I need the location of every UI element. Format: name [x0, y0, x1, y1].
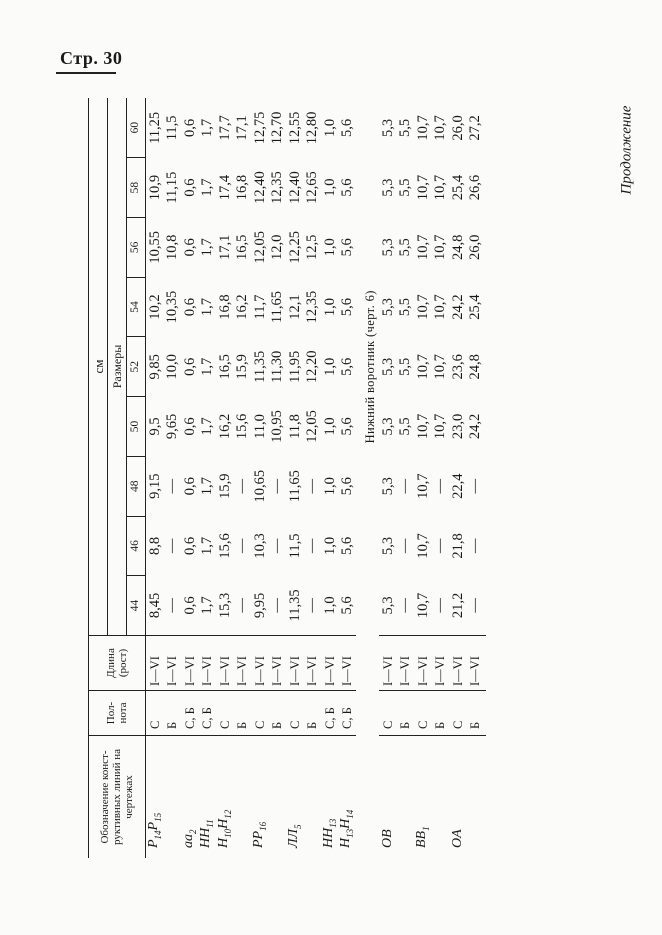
value-cell: 5,5	[397, 178, 413, 197]
value-cell: 1,7	[199, 477, 215, 496]
value-cell: 5,3	[379, 118, 396, 137]
value-cell: 10,7	[414, 592, 431, 619]
designation-cell	[251, 736, 269, 859]
sex-cell: С	[251, 691, 269, 736]
sex-cell: С, Б	[181, 691, 199, 736]
value-cell: 0,6	[181, 297, 198, 317]
length-cell: I—VI	[397, 636, 415, 691]
value-cell: —	[304, 478, 320, 494]
value-cell: 1,0	[321, 536, 338, 555]
table-row	[199, 98, 217, 858]
sex-cell: Б	[432, 691, 450, 736]
value-cell: 17,4	[216, 174, 233, 201]
sex-cell: Б	[269, 691, 287, 736]
table-row	[181, 98, 199, 858]
sex-cell: Б	[304, 691, 322, 736]
value-cell: 5,6	[339, 477, 355, 496]
value-cell: 10,7	[432, 294, 448, 320]
value-cell: 17,1	[216, 234, 233, 261]
value-cell: —	[164, 538, 180, 554]
value-cell: 16,8	[216, 294, 233, 320]
value-cell: 0,6	[181, 417, 198, 436]
sex-cell: С	[379, 691, 397, 736]
value-cell: 9,65	[164, 413, 180, 440]
value-cell: 1,0	[321, 417, 338, 436]
value-cell: —	[397, 598, 413, 613]
value-cell: 0,6	[181, 178, 198, 197]
value-cell: 10,7	[432, 413, 448, 440]
value-cell: 10,8	[164, 234, 180, 261]
length-cell: I—VI	[321, 636, 339, 691]
header-size-52: 52	[127, 337, 146, 397]
value-cell: —	[269, 598, 285, 613]
value-cell: 5,6	[339, 417, 355, 436]
value-cell: 23,6	[449, 354, 466, 380]
value-cell: 1,0	[321, 477, 338, 496]
value-cell: 10,7	[414, 413, 431, 440]
value-cell: 5,3	[379, 297, 396, 317]
value-cell: 12,70	[269, 111, 285, 145]
value-cell: 12,25	[286, 231, 303, 264]
length-cell: I—VI	[449, 636, 467, 691]
header-sex: Пол-нота	[89, 691, 146, 736]
value-cell: 15,6	[234, 413, 250, 440]
value-cell: 10,35	[164, 290, 180, 324]
value-cell: 21,2	[449, 592, 466, 619]
value-cell: 1,7	[199, 118, 215, 137]
page-number: Стр. 30	[60, 48, 123, 68]
value-cell: 8,45	[146, 592, 163, 619]
value-cell: 9,85	[146, 354, 163, 380]
value-cell: 10,7	[432, 234, 448, 261]
value-cell: 17,7	[216, 115, 233, 141]
value-cell: 24,8	[467, 354, 483, 380]
value-cell: 1,0	[321, 178, 338, 197]
value-cell: 11,25	[146, 111, 163, 144]
value-cell: 5,6	[339, 536, 355, 555]
value-cell: 11,5	[164, 115, 180, 141]
value-cell: 0,6	[181, 536, 198, 555]
value-cell: 10,7	[414, 533, 431, 559]
value-cell: 0,6	[181, 596, 198, 615]
section-heading-cell	[362, 98, 379, 636]
length-cell: I—VI	[286, 636, 304, 691]
section-heading: Нижний воротник (черт. 6)	[363, 290, 378, 444]
length-cell: I—VI	[432, 636, 450, 691]
value-cell: 1,0	[321, 357, 338, 376]
designation-cell	[146, 736, 164, 859]
value-cell: 24,2	[467, 413, 483, 440]
value-cell: 26,0	[449, 115, 466, 141]
value-cell: 17,1	[234, 115, 250, 141]
value-cell: 11,30	[269, 350, 285, 383]
designation-cell	[269, 736, 287, 859]
value-cell: —	[304, 598, 320, 613]
value-cell: 15,9	[234, 354, 250, 380]
value-cell: 10,55	[146, 231, 163, 264]
header-size-58: 58	[127, 158, 146, 218]
value-cell: 10,7	[414, 234, 431, 261]
value-cell: 25,4	[449, 174, 466, 201]
header-designation: Обозначение конст-руктивных линий на чертежах	[89, 736, 146, 859]
value-cell: 12,40	[286, 171, 303, 204]
value-cell: 5,6	[339, 357, 355, 376]
length-cell: I—VI	[414, 636, 432, 691]
designation-label: $HH_{13}$	[320, 818, 338, 848]
value-cell: —	[234, 538, 250, 554]
designation-cell	[339, 736, 357, 859]
length-cell: I—VI	[146, 636, 164, 691]
designation-cell	[304, 736, 322, 859]
value-cell: 11,5	[286, 533, 303, 559]
value-cell: 12,05	[304, 410, 320, 443]
value-cell: 0,6	[181, 238, 198, 257]
header-size-44: 44	[127, 576, 146, 636]
length-cell: I—VI	[199, 636, 217, 691]
value-cell: 10,7	[414, 115, 431, 141]
value-cell: 1,7	[199, 297, 215, 317]
value-cell: 5,5	[397, 238, 413, 257]
length-cell: I—VI	[379, 636, 397, 691]
value-cell: —	[164, 598, 180, 613]
length-cell: I—VI	[164, 636, 182, 691]
value-cell: 1,0	[321, 238, 338, 257]
designation-label: $H_{13}H_{14}$	[338, 809, 356, 848]
value-cell: 5,3	[379, 477, 396, 496]
table-row	[286, 98, 304, 858]
value-cell: 0,6	[181, 477, 198, 496]
length-cell: I—VI	[339, 636, 357, 691]
value-cell: 12,1	[286, 294, 303, 320]
section-heading-spacer	[362, 636, 379, 859]
table-row	[379, 98, 397, 858]
value-cell: 12,05	[251, 231, 268, 264]
sex-cell: Б	[397, 691, 415, 736]
value-cell: 0,6	[181, 118, 198, 137]
header-size-60: 60	[127, 98, 146, 158]
value-cell: —	[269, 538, 285, 554]
length-cell: I—VI	[234, 636, 252, 691]
sex-cell: С, Б	[339, 691, 357, 736]
designation-cell	[286, 736, 304, 859]
value-cell: 10,7	[432, 354, 448, 380]
header-size-46: 46	[127, 516, 146, 576]
header-size-54: 54	[127, 277, 146, 337]
value-cell: 5,3	[379, 596, 396, 615]
designation-label: OB	[379, 829, 395, 848]
value-cell: —	[164, 478, 180, 494]
value-cell: 16,5	[216, 354, 233, 380]
value-cell: 1,7	[199, 357, 215, 376]
value-cell: 12,55	[286, 111, 303, 145]
rotated-table	[88, 98, 558, 858]
value-cell: 16,8	[234, 174, 250, 201]
table-row	[397, 98, 415, 858]
value-cell: 11,35	[286, 589, 303, 622]
value-cell: 22,4	[449, 473, 466, 499]
table-row	[304, 98, 322, 858]
value-cell: 10,7	[414, 174, 431, 201]
table-body	[146, 98, 487, 858]
page-number-rule	[56, 72, 116, 74]
length-cell: I—VI	[216, 636, 234, 691]
value-cell: —	[397, 538, 413, 554]
measurements-table	[88, 98, 486, 858]
sex-cell: Б	[164, 691, 182, 736]
length-cell: I—VI	[269, 636, 287, 691]
designation-cell	[164, 736, 182, 859]
header-units: см	[89, 98, 108, 636]
value-cell: 5,3	[379, 357, 396, 376]
value-cell: 5,3	[379, 178, 396, 197]
sex-cell: С	[286, 691, 304, 736]
value-cell: —	[269, 478, 285, 494]
value-cell: 26,0	[467, 234, 483, 261]
length-cell: I—VI	[251, 636, 269, 691]
value-cell: —	[234, 598, 250, 613]
table-row	[321, 98, 339, 858]
table-row	[216, 98, 234, 858]
designation-cell	[432, 736, 450, 859]
value-cell: 11,8	[286, 414, 303, 439]
value-cell: 10,9	[146, 174, 163, 201]
value-cell: 24,2	[449, 294, 466, 320]
value-cell: 12,35	[269, 171, 285, 204]
value-cell: 0,6	[181, 357, 198, 376]
value-cell: 1,7	[199, 596, 215, 615]
value-cell: —	[467, 598, 483, 613]
sex-cell: Б	[234, 691, 252, 736]
header-length: Длина (рост)	[89, 636, 146, 691]
value-cell: 10,95	[269, 410, 285, 443]
value-cell: 5,5	[397, 357, 413, 376]
designation-cell	[379, 736, 397, 859]
value-cell: 12,0	[269, 234, 285, 261]
header-size-56: 56	[127, 217, 146, 277]
value-cell: —	[432, 538, 448, 554]
value-cell: 21,8	[449, 533, 466, 559]
value-cell: 5,3	[379, 536, 396, 555]
sex-cell: С	[449, 691, 467, 736]
value-cell: 10,7	[414, 294, 431, 320]
designation-cell	[449, 736, 467, 859]
designation-cell	[216, 736, 234, 859]
value-cell: 5,6	[339, 118, 355, 137]
value-cell: 10,2	[146, 294, 163, 320]
table-row	[414, 98, 432, 858]
value-cell: 16,2	[234, 294, 250, 320]
value-cell: 24,8	[449, 234, 466, 261]
continuation-label: Продолжение	[618, 105, 635, 195]
value-cell: 25,4	[467, 294, 483, 320]
value-cell: 10,7	[432, 174, 448, 201]
value-cell: 12,35	[304, 290, 320, 324]
value-cell: 1,0	[321, 118, 338, 137]
value-cell: 5,5	[397, 417, 413, 436]
value-cell: 5,6	[339, 297, 355, 317]
value-cell: —	[467, 538, 483, 554]
value-cell: 26,6	[467, 174, 483, 201]
value-cell: 15,3	[216, 592, 233, 619]
value-cell: 11,95	[286, 350, 303, 383]
value-cell: 5,3	[379, 238, 396, 257]
value-cell: 1,0	[321, 297, 338, 317]
value-cell: 10,3	[251, 533, 268, 559]
value-cell: 15,9	[216, 473, 233, 499]
value-cell: 5,5	[397, 297, 413, 317]
value-cell: —	[304, 538, 320, 554]
designation-label: $ЛЛ_5$	[285, 824, 303, 848]
value-cell: —	[467, 478, 483, 494]
value-cell: 27,2	[467, 115, 483, 141]
table-row	[164, 98, 182, 858]
value-cell: —	[432, 478, 448, 494]
value-cell: 16,5	[234, 234, 250, 261]
value-cell: 1,7	[199, 178, 215, 197]
designation-label: $HH_{11}$	[198, 819, 216, 848]
value-cell: 11,35	[251, 350, 268, 383]
value-cell: 1,7	[199, 238, 215, 257]
value-cell: 12,5	[304, 234, 320, 261]
value-cell: 15,6	[216, 533, 233, 559]
value-cell: 23,0	[449, 413, 466, 440]
sex-cell: С, Б	[199, 691, 217, 736]
table-row	[251, 98, 269, 858]
value-cell: 10,65	[251, 469, 268, 503]
length-cell: I—VI	[304, 636, 322, 691]
table-row	[146, 98, 164, 858]
sex-cell: С, Б	[321, 691, 339, 736]
value-cell: 10,0	[164, 354, 180, 380]
value-cell: 9,5	[146, 417, 163, 436]
value-cell: 5,3	[379, 417, 396, 436]
value-cell: 10,7	[414, 473, 431, 499]
sex-cell: Б	[467, 691, 487, 736]
sex-cell: С	[216, 691, 234, 736]
header-size-50: 50	[127, 397, 146, 457]
value-cell: 5,6	[339, 238, 355, 257]
value-cell: —	[234, 478, 250, 494]
value-cell: 16,2	[216, 413, 233, 440]
value-cell: 8,8	[146, 536, 163, 555]
value-cell: 1,7	[199, 536, 215, 555]
value-cell: 9,15	[146, 473, 163, 499]
value-cell: 9,95	[251, 592, 268, 619]
designation-label: $aa_2$	[180, 829, 198, 848]
value-cell: 12,75	[251, 111, 268, 145]
sex-cell: С	[146, 691, 164, 736]
header-sizes-label: Размеры	[108, 98, 127, 636]
designation-cell	[467, 736, 487, 859]
value-cell: 10,7	[414, 354, 431, 380]
designation-label: $PP_{16}$	[250, 821, 268, 848]
value-cell: 11,0	[251, 414, 268, 439]
value-cell: 1,0	[321, 596, 338, 615]
value-cell: 11,7	[251, 294, 268, 320]
value-cell: 12,20	[304, 350, 320, 384]
designation-cell	[234, 736, 252, 859]
sex-cell: С	[414, 691, 432, 736]
header-size-48: 48	[127, 456, 146, 516]
length-cell: I—VI	[181, 636, 199, 691]
designation-cell	[397, 736, 415, 859]
designation-label: $BB_1$	[413, 826, 431, 848]
value-cell: —	[397, 478, 413, 494]
value-cell: —	[432, 598, 448, 613]
designation-cell	[321, 736, 339, 859]
value-cell: 5,6	[339, 596, 355, 615]
designation-label: $P_{14}P_{15}$	[145, 812, 163, 848]
table-row	[467, 98, 487, 858]
designation-label: OA	[449, 829, 465, 848]
length-cell: I—VI	[467, 636, 487, 691]
designation-cell	[414, 736, 432, 859]
value-cell: 12,40	[251, 171, 268, 204]
table-row	[269, 98, 287, 858]
value-cell: 10,7	[432, 115, 448, 141]
value-cell: 1,7	[199, 417, 215, 436]
value-cell: 11,65	[286, 470, 303, 503]
value-cell: 12,80	[304, 111, 320, 145]
value-cell: 5,5	[397, 118, 413, 137]
table-row	[339, 98, 357, 858]
table-row	[449, 98, 467, 858]
value-cell: 11,65	[269, 291, 285, 324]
section-heading-row	[362, 98, 379, 858]
value-cell: 12,65	[304, 171, 320, 204]
value-cell: 11,15	[164, 171, 180, 204]
table-row	[234, 98, 252, 858]
designation-cell	[199, 736, 217, 859]
designation-label: $H_{10}H_{12}$	[215, 809, 233, 848]
designation-cell	[181, 736, 199, 859]
value-cell: 5,6	[339, 178, 355, 197]
table-row	[432, 98, 450, 858]
